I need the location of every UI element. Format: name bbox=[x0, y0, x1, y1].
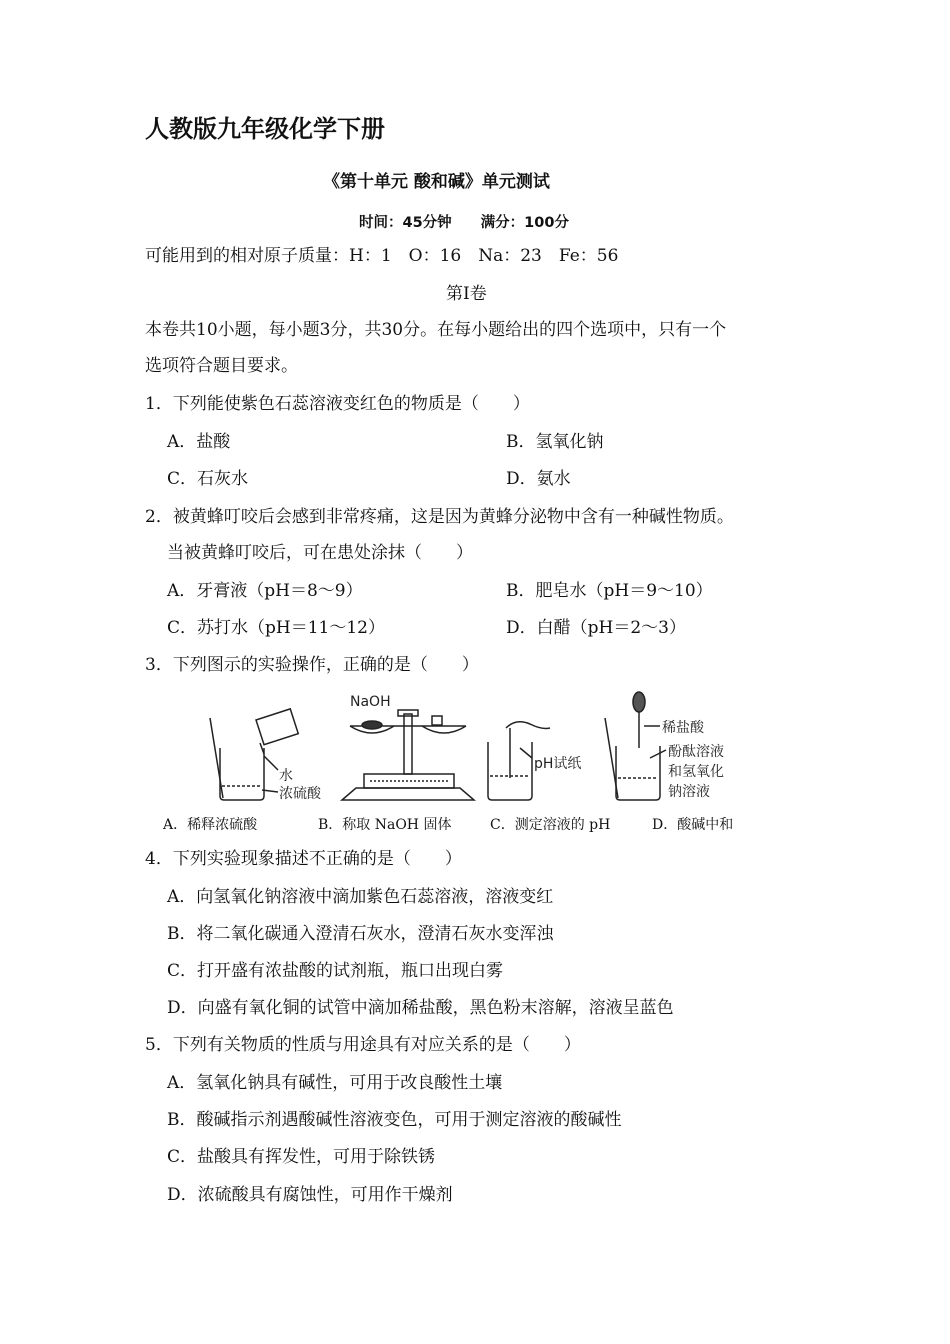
label-ph-paper: pH试纸 bbox=[534, 756, 582, 772]
question-4-option-b: B．将二氧化碳通入澄清石灰水，澄清石灰水变浑浊 bbox=[167, 924, 554, 944]
doc-title: 人教版九年级化学下册 bbox=[145, 115, 385, 143]
question-5-option-c: C．盐酸具有挥发性，可用于除铁锈 bbox=[167, 1147, 436, 1167]
question-1-stem: 1．下列能使紫色石蕊溶液变红色的物质是（ ） bbox=[145, 394, 530, 414]
question-5-stem: 5．下列有关物质的性质与用途具有对应关系的是（ ） bbox=[145, 1035, 581, 1055]
question-2-stem-line-2: 当被黄蜂叮咬后，可在患处涂抹（ ） bbox=[167, 543, 473, 563]
part-heading: 第Ⅰ卷 bbox=[446, 284, 487, 304]
label-concentrated-acid: 浓硫酸 bbox=[279, 786, 321, 802]
figure-b-balance bbox=[342, 710, 474, 800]
experiment-figures bbox=[160, 688, 770, 808]
figure-caption-b: B．称取 NaOH 固体 bbox=[318, 817, 452, 833]
atomic-mass-line: 可能用到的相对原子质量：H：1 O：16 Na：23 Fe：56 bbox=[145, 246, 619, 266]
instructions-line-1: 本卷共10小题，每小题3分，共30分。在每小题给出的四个选项中，只有一个 bbox=[145, 320, 727, 340]
question-1-option-c: C．石灰水 bbox=[167, 469, 249, 489]
question-4-option-c: C．打开盛有浓盐酸的试剂瓶，瓶口出现白雾 bbox=[167, 961, 504, 981]
question-2-stem-line-1: 2．被黄蜂叮咬后会感到非常疼痛，这是因为黄蜂分泌物中含有一种碱性物质。 bbox=[145, 507, 734, 527]
question-1-option-b: B．氢氧化钠 bbox=[506, 432, 604, 452]
question-4-stem: 4．下列实验现象描述不正确的是（ ） bbox=[145, 849, 462, 869]
figure-caption-a: A．稀释浓硫酸 bbox=[163, 817, 258, 833]
label-naoh: NaOH bbox=[350, 694, 391, 710]
label-dilute-hcl: 稀盐酸 bbox=[662, 720, 704, 736]
question-5-option-a: A．氢氧化钠具有碱性，可用于改良酸性土壤 bbox=[167, 1073, 503, 1093]
label-phenol-line-1: 酚酞溶液 bbox=[668, 744, 724, 760]
question-1-option-a: A．盐酸 bbox=[167, 432, 231, 452]
figure-d-neutralization bbox=[605, 692, 666, 800]
label-phenol-line-3: 钠溶液 bbox=[668, 784, 710, 800]
question-4-option-d: D．向盛有氧化铜的试管中滴加稀盐酸，黑色粉末溶解，溶液呈蓝色 bbox=[167, 998, 674, 1018]
instructions-line-2: 选项符合题目要求。 bbox=[145, 356, 298, 376]
label-water: 水 bbox=[279, 768, 293, 784]
question-5-option-b: B．酸碱指示剂遇酸碱性溶液变色，可用于测定溶液的酸碱性 bbox=[167, 1110, 622, 1130]
question-3-stem: 3．下列图示的实验操作，正确的是（ ） bbox=[145, 655, 479, 675]
doc-subtitle: 《第十单元 酸和碱》单元测试 bbox=[323, 172, 550, 192]
label-phenol-line-2: 和氢氧化 bbox=[668, 764, 724, 780]
figure-caption-d: D．酸碱中和 bbox=[652, 817, 734, 833]
question-2-option-c: C．苏打水（pH＝11～12） bbox=[167, 618, 385, 638]
figure-caption-c: C．测定溶液的 pH bbox=[490, 817, 611, 833]
question-1-option-d: D．氨水 bbox=[506, 469, 571, 489]
question-2-option-a: A．牙膏液（pH＝8～9） bbox=[167, 581, 363, 601]
question-5-option-d: D．浓硫酸具有腐蚀性，可用作干燥剂 bbox=[167, 1185, 453, 1205]
question-2-option-b: B．肥皂水（pH＝9～10） bbox=[506, 581, 713, 601]
question-4-option-a: A．向氢氧化钠溶液中滴加紫色石蕊溶液，溶液变红 bbox=[167, 887, 554, 907]
time-and-score: 时间：45分钟 满分：100分 bbox=[359, 215, 569, 231]
question-2-option-d: D．白醋（pH＝2～3） bbox=[506, 618, 686, 638]
